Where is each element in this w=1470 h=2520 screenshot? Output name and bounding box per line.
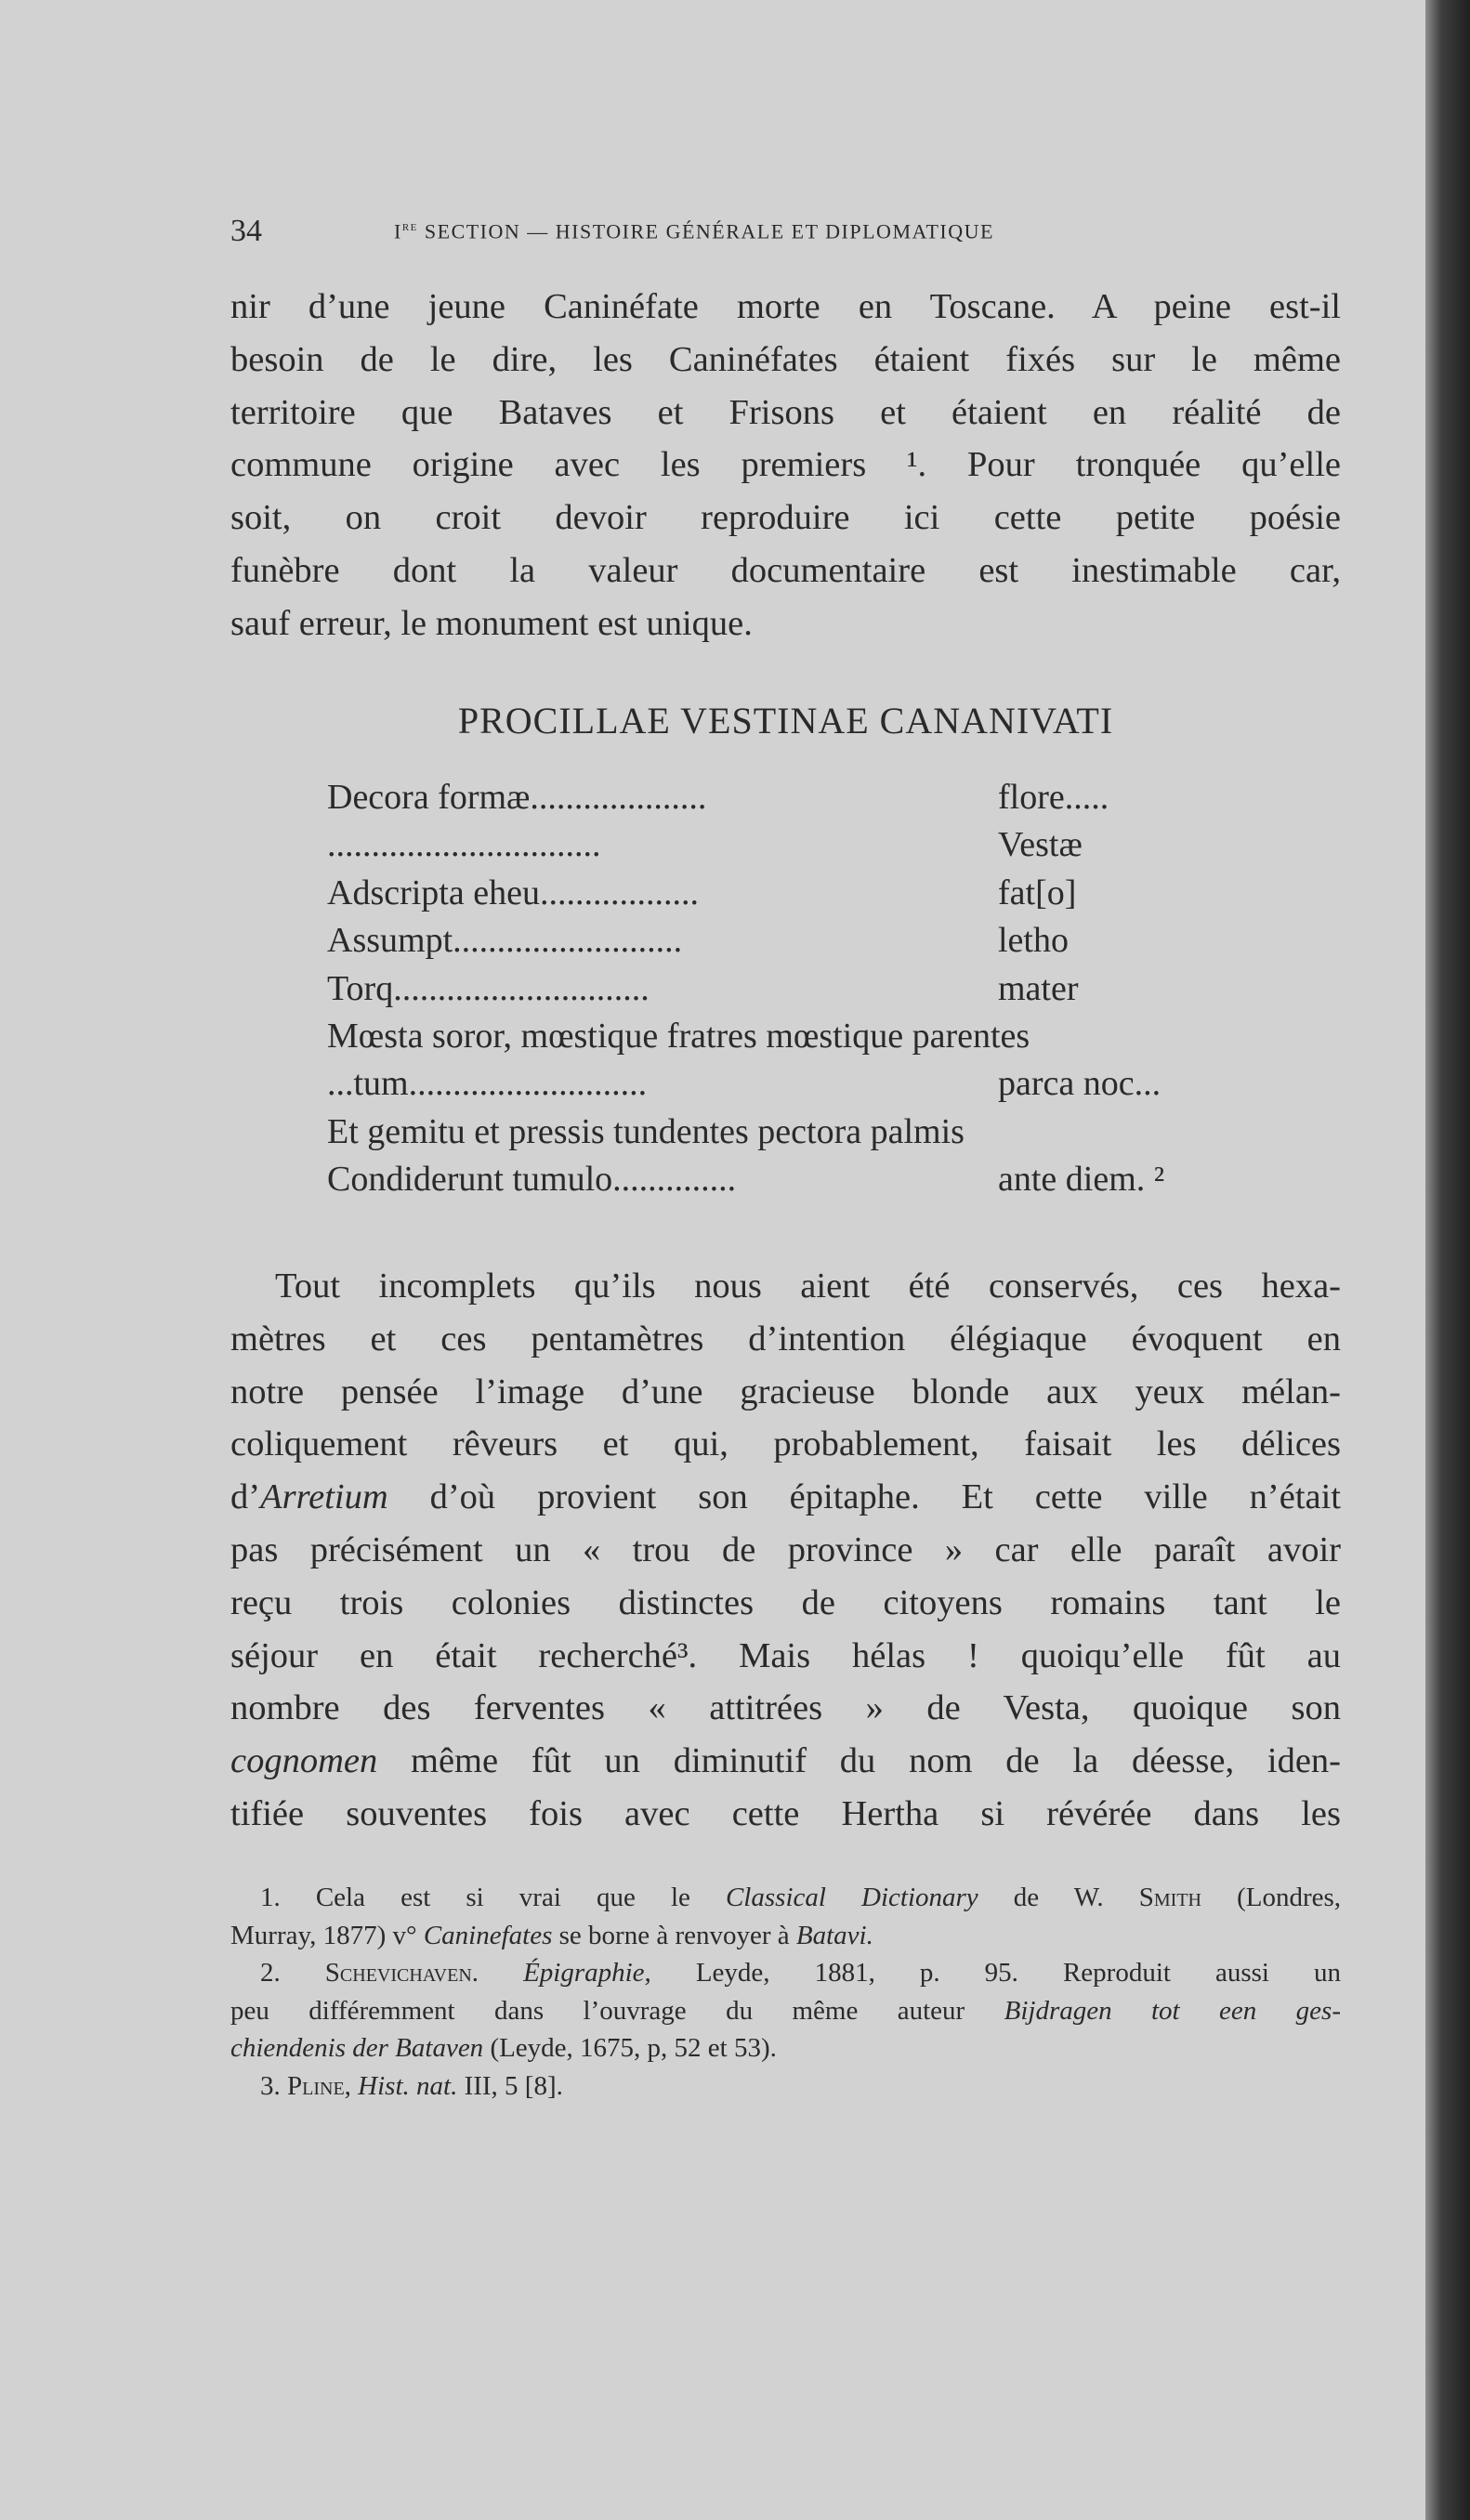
text-run: 3. [260, 2070, 287, 2101]
footnote-2-line [230, 1954, 1341, 1992]
poem-left: Decora formæ.................... [327, 778, 707, 817]
text-line: mètres et ces pentamètres d’intention élégiaque évoquent en [230, 1319, 1341, 1358]
poem-line [327, 968, 1219, 1016]
italic-run: Batavi. [795, 1920, 873, 1950]
poem-line [327, 1111, 1219, 1159]
footnotes [230, 1879, 1341, 2105]
text-line [230, 1471, 1341, 1524]
section-ordinal-suffix: re [401, 219, 418, 234]
poem-left: Assumpt.......................... [327, 921, 683, 961]
text-run: (Leyde, 1675, p, 52 et 53). [483, 2033, 777, 2063]
running-header [230, 214, 1169, 251]
poem-line [327, 1016, 1219, 1063]
poem-right: letho [998, 921, 1069, 961]
poem-full: Mœsta soror, mœstique fratres mœstique parentes [327, 1016, 1030, 1056]
italic-run: Classical Dictionary [725, 1883, 978, 1912]
italic-word: cognomen [230, 1741, 378, 1781]
text-line: notre pensée l’image d’une gracieuse blonde aux yeux mélan- [230, 1372, 1341, 1411]
footnote-3-line [230, 2067, 1341, 2106]
italic-run: Bijdragen tot een ges- [1004, 1995, 1341, 2026]
author-name: Pline, [287, 2070, 351, 2101]
text-line: territoire que Bataves et Frisons et étaient en réalité de [230, 392, 1341, 432]
text-run: (Londres, [1201, 1883, 1342, 1912]
text-line: reçu trois colonies distinctes de citoyens romains tant le [230, 1582, 1341, 1622]
poem-left: ............................... [327, 825, 601, 865]
footnote-2-line [230, 1992, 1341, 2030]
author-name: Schevichaven. [324, 1958, 479, 1988]
text-run: 1. Cela est si vrai que le [260, 1883, 726, 1912]
italic-word: Arretium [260, 1477, 388, 1517]
italic-run: Caninefates [423, 1920, 553, 1950]
poem-left: ...tum........................... [327, 1064, 648, 1104]
inscription-title: PROCILLAE VESTINAE CANANIVATI [457, 700, 1114, 742]
text-line: coliquement rêveurs et qui, probablement, faisait les délices [230, 1424, 1341, 1464]
text-line: soit, on croit devoir reproduire ici cette petite poésie [230, 498, 1341, 538]
text-run: Leyde, 1881, p. 95. Reproduit aussi un [650, 1958, 1341, 1988]
poem-right: ante diem. ² [998, 1160, 1165, 1200]
footnote-1-line [230, 1879, 1341, 1917]
poem-line [327, 1063, 1219, 1110]
page-number: 34 [230, 214, 262, 248]
text-run: d’ [230, 1477, 261, 1517]
section-ordinal: I [394, 219, 402, 243]
italic-run: Épigraphie, [479, 1958, 651, 1988]
text-line: tifiée souventes fois avec cette Hertha si révérée dans les [230, 1793, 1341, 1833]
text-line: nir d’une jeune Caninéfate morte en Toscane. A peine est-il [230, 287, 1341, 326]
poem-right: mater [998, 968, 1079, 1008]
text-run: de W. [978, 1883, 1139, 1912]
italic-run: chiendenis der Bataven [230, 2033, 484, 2063]
text-line: Tout incomplets qu’ils nous aient été conservés, ces hexa- [275, 1267, 1341, 1306]
text-line: nombre des ferventes « attitrées » de Vesta, quoique son [230, 1688, 1341, 1728]
poem-right: Vestæ [998, 825, 1083, 865]
text-line: besoin de le dire, les Caninéfates étaient fixés sur le même [230, 339, 1341, 379]
text-run: d’où provient son épitaphe. Et cette ville n’était [387, 1477, 1341, 1517]
paragraph-commentary [230, 1260, 1341, 1841]
book-spine-shadow [1425, 0, 1470, 2520]
paragraph-intro [230, 281, 1341, 650]
poem-line [327, 824, 1219, 872]
text-run: se borne à renvoyer à [552, 1920, 796, 1950]
text-line [230, 1735, 1341, 1788]
poem-left: Torq............................. [327, 968, 650, 1008]
text-run: peu différemment dans l’ouvrage du même auteur [230, 1995, 1004, 2026]
text-line: commune origine avec les premiers ¹. Pour tronquée qu’elle [230, 445, 1341, 485]
text-run: Murray, 1877) v° [230, 1920, 424, 1950]
poem-left: Condiderunt tumulo.............. [327, 1160, 737, 1200]
section-title: SECTION — HISTOIRE GÉNÉRALE ET DIPLOMATIQUE [424, 219, 994, 243]
poem-right: fat[o] [998, 873, 1077, 912]
inscription-poem [327, 777, 1219, 1207]
poem-line [327, 920, 1219, 967]
text-line: sauf erreur, le monument est unique. [230, 603, 753, 643]
text-run: 2. [260, 1958, 325, 1988]
running-title [394, 219, 994, 243]
text-line: pas précisément un « trou de province » car elle paraît avoir [230, 1529, 1341, 1569]
footnote-2-line [230, 2029, 1341, 2067]
text-line: funèbre dont la valeur documentaire est inestimable car, [230, 550, 1341, 590]
italic-run: Hist. nat. [350, 2070, 458, 2101]
text-run: III, 5 [8]. [457, 2070, 563, 2101]
poem-left: Adscripta eheu.................. [327, 873, 699, 912]
text-run: même fût un diminutif du nom de la déesse, iden- [377, 1741, 1341, 1781]
author-name: Smith [1138, 1883, 1201, 1912]
poem-line [327, 873, 1219, 920]
poem-right: flore..... [998, 778, 1109, 817]
poem-right: parca noc... [998, 1064, 1162, 1104]
footnote-1-line [230, 1917, 1341, 1955]
poem-line [327, 1159, 1219, 1206]
poem-line [327, 777, 1219, 824]
poem-full: Et gemitu et pressis tundentes pectora palmis [327, 1111, 965, 1151]
text-line: séjour en était recherché³. Mais hélas ! quoiqu’elle fût au [230, 1635, 1341, 1675]
